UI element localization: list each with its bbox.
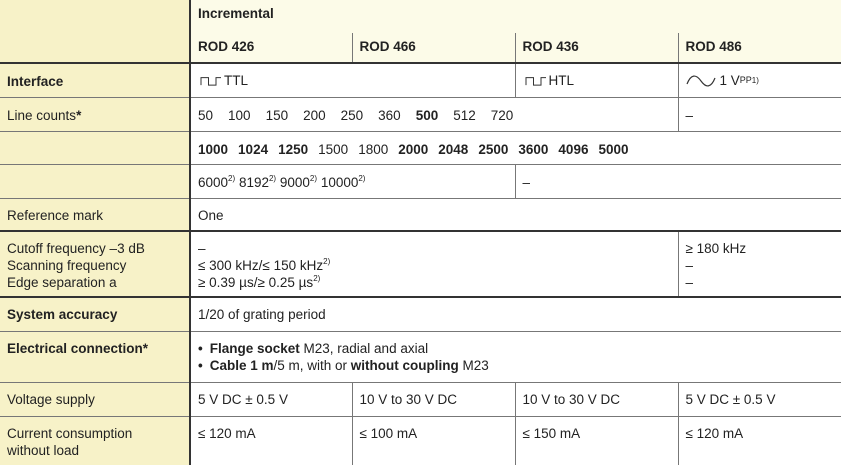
square-wave-icon: [523, 76, 549, 86]
scanning-frequency-rod486: –: [685, 258, 694, 273]
footnote-ref: 2): [358, 173, 366, 183]
footnote-ref: 2): [323, 257, 331, 266]
connection-list: [198, 340, 834, 374]
system-accuracy-value: 1/20 of grating period: [190, 297, 841, 331]
line-count: 200: [303, 107, 326, 123]
line-count: 512: [453, 107, 476, 123]
cable-detail: /5 m, with or: [273, 357, 351, 373]
line-count: 2048: [438, 141, 469, 157]
voltage-rod426: 5 V DC ± 0.5 V: [190, 382, 352, 416]
line-counts-text: Line counts: [7, 107, 77, 123]
current-consumption-line2: without load: [7, 442, 80, 458]
line-count: 100: [228, 107, 251, 123]
edge-separation-value: ≥ 0.39 µs/≥ 0.25 µs: [198, 275, 314, 290]
line-count: 1800: [358, 141, 389, 157]
line-count: 1500: [318, 141, 349, 157]
line-counts-label: [0, 97, 190, 131]
reference-mark-label: Reference mark: [0, 198, 190, 231]
vpp-text: 1 V: [719, 73, 740, 88]
interface-ttl: [190, 63, 515, 97]
line-counts-row3: [190, 164, 515, 198]
electrical-connection-label: [0, 331, 190, 382]
line-count: 3600: [518, 141, 549, 157]
line-count: 150: [265, 107, 289, 123]
line-count: 5000: [598, 141, 629, 157]
line-counts-row1: [190, 97, 678, 131]
current-rod486: ≤ 120 mA: [678, 416, 841, 465]
model-rod466: ROD 466: [352, 33, 515, 63]
htl-text: HTL: [548, 73, 575, 88]
line-count: 1000: [198, 141, 229, 157]
current-consumption-label: [0, 416, 190, 465]
line-count: 10000: [320, 174, 359, 190]
line-count: 1024: [238, 141, 269, 157]
header-corner: [0, 0, 190, 33]
flange-socket-text: Flange socket: [209, 340, 300, 356]
line-count: 500: [415, 107, 439, 123]
current-consumption-line1: Current consumption: [7, 425, 133, 441]
line-count: 2000: [398, 141, 429, 157]
ttl-text: TTL: [224, 73, 249, 88]
footnote-ref: 2): [268, 173, 277, 183]
line-count: 2500: [478, 141, 509, 157]
list-item: [198, 340, 834, 357]
line-counts-rod486: –: [678, 97, 841, 131]
voltage-rod486: 5 V DC ± 0.5 V: [678, 382, 841, 416]
frequency-rod486: [678, 231, 841, 297]
line-count: 1250: [278, 141, 309, 157]
cutoff-frequency-label: Cutoff frequency –3 dB: [7, 241, 145, 256]
footnote-ref: 2): [313, 274, 321, 283]
model-rod436: ROD 436: [515, 33, 678, 63]
voltage-rod436: 10 V to 30 V DC: [515, 382, 678, 416]
current-rod466: ≤ 100 mA: [352, 416, 515, 465]
interface-htl: [515, 63, 678, 97]
square-wave-icon: [198, 76, 224, 86]
line-count: 50: [198, 107, 214, 123]
edge-separation-label: Edge separation a: [7, 275, 117, 290]
cutoff-frequency-rod486: ≥ 180 kHz: [685, 241, 747, 256]
group-header: Incremental: [190, 0, 841, 33]
footnote-ref: 2): [228, 173, 236, 183]
line-counts-row2: [190, 131, 841, 164]
edge-separation-rod486: –: [685, 275, 694, 290]
line-count: 9000: [279, 174, 310, 190]
system-accuracy-label: System accuracy: [0, 297, 190, 331]
electrical-connection-text: Electrical connection: [7, 340, 143, 356]
scanning-frequency-value: ≤ 300 kHz/≤ 150 kHz: [198, 258, 324, 273]
line-counts-spacer: [0, 131, 190, 164]
interface-label: Interface: [0, 63, 190, 97]
line-count: 8192: [238, 174, 269, 190]
coupling-text: without coupling: [350, 357, 459, 373]
model-rod486: ROD 486: [678, 33, 841, 63]
header-corner-2: [0, 33, 190, 63]
reference-mark-value: One: [190, 198, 841, 231]
electrical-connection-asterisk: *: [142, 340, 149, 356]
frequency-values: [190, 231, 678, 297]
line-counts-asterisk: *: [76, 107, 82, 123]
line-counts-spacer-2: [0, 164, 190, 198]
current-rod426: ≤ 120 mA: [190, 416, 352, 465]
scanning-frequency-label: Scanning frequency: [7, 258, 127, 273]
line-count: 4096: [558, 141, 589, 157]
sine-wave-icon: [686, 75, 716, 87]
line-counts-row3-right: –: [515, 164, 841, 198]
cable-text: Cable 1 m: [209, 357, 274, 373]
voltage-rod466: 10 V to 30 V DC: [352, 382, 515, 416]
line-count: 250: [340, 107, 364, 123]
voltage-supply-label: Voltage supply: [0, 382, 190, 416]
cutoff-frequency-value: –: [198, 241, 206, 256]
line-count: 720: [490, 107, 514, 123]
frequency-labels: [0, 231, 190, 297]
electrical-connection-value: [190, 331, 841, 382]
flange-socket-detail: M23, radial and axial: [299, 340, 429, 356]
interface-vpp: 1 V PP 1): [678, 63, 841, 97]
footnote-ref: 2): [309, 173, 318, 183]
current-rod436: ≤ 150 mA: [515, 416, 678, 465]
coupling-detail: M23: [458, 357, 489, 373]
model-rod426: ROD 426: [190, 33, 352, 63]
line-count: 360: [378, 107, 401, 123]
list-item: [198, 357, 834, 374]
line-count: 6000: [198, 174, 229, 190]
vpp-sub: PP: [739, 75, 752, 85]
